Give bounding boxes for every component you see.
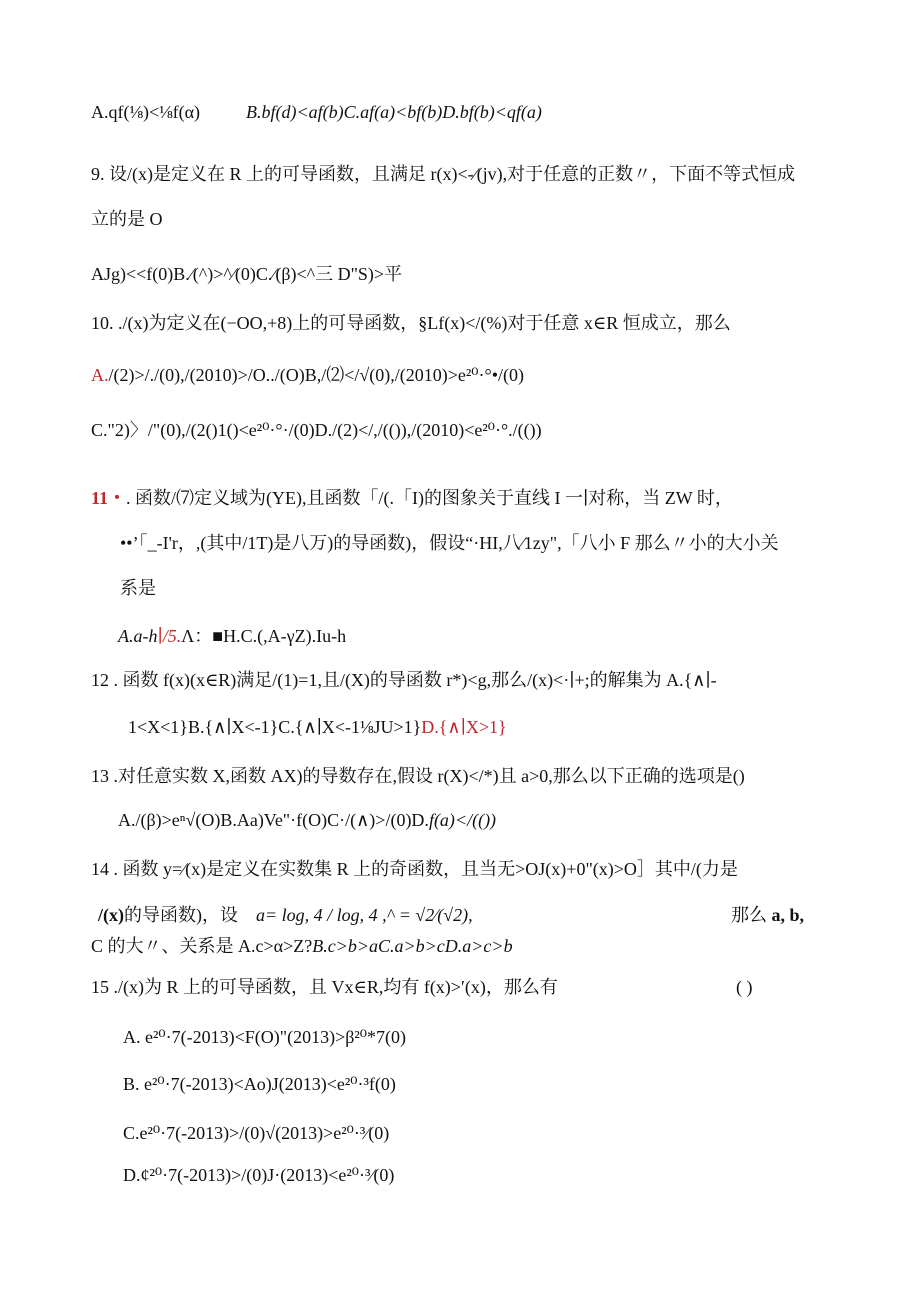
q13-option-d: f(a)</(()): [428, 810, 497, 830]
q14-fx: /(x): [98, 905, 124, 925]
q14-options-bcd: B.c>b>aC.a>b>cD.a>c>b: [312, 936, 513, 956]
q9-options: AJg)<<f(0)B.∕(^)>^∕(0)C.∕(β)<^三 D"S)>平: [91, 264, 403, 284]
q11-number: 11・: [91, 488, 127, 508]
q8-option-bcd: B.bf(d)<af(b)C.af(a)<bf(b)D.bf(b)<qf(a): [246, 102, 542, 122]
q8-options-ab: [91, 100, 542, 124]
q15-option-d: D.¢²⁰·7(-2013)>/(0)J·(2013)<e²⁰·³∕(0): [123, 1165, 395, 1185]
q14-derivative-text: 的导函数)，设: [124, 905, 238, 925]
q12-answer-d: D.{∧∣X>1}: [421, 717, 507, 737]
q11-stem-line3: 系是: [120, 578, 156, 598]
q11-answer-mark: ∣/5.: [157, 626, 182, 646]
q14-definitions: a= log, 4 / log, 4 ,^ = √2∕(√2),: [256, 905, 473, 925]
q11-options: [118, 624, 346, 648]
q15-answer-paren: ( ): [736, 977, 753, 997]
q15-option-a: A. e²⁰·7(-2013)<F(O)"(2013)>β²⁰*7(0): [123, 1027, 406, 1047]
q11-options-b: Λ：■H.C.(,A-γZ).Iu-h: [181, 626, 347, 646]
q13-options-abc: A./(β)>eⁿ√(O)B.Aa)Ve"·f(O)C·/(∧)>/(0)D.: [118, 810, 429, 830]
q11-options-a: A.a-h: [118, 626, 158, 646]
q13-options: [118, 808, 496, 832]
q15-option-c: C.e²⁰·7(-2013)>/(0)√(2013)>e²⁰·³∕(0): [123, 1123, 390, 1143]
q10-options-ab-text: /(2)>/./(0),/(2010)>/O../(O)B,/⑵</√(0),/(2010)>e²⁰·°•/(0): [108, 365, 525, 385]
q11-stem-line1-text: . 函数/⑺定义域为(YE),且函数「/(.「I)的图象关于直线 I 一∣对称，当 ZW 时，: [126, 488, 733, 508]
q11-stem-line1: [91, 486, 733, 510]
q10-answer-mark: A.: [91, 365, 109, 385]
q15-option-b: B. e²⁰·7(-2013)<Ao)J(2013)<e²⁰·³f(0): [123, 1074, 396, 1094]
q10-options-ab: [91, 363, 524, 387]
q14-vars: a, b,: [771, 905, 805, 925]
q14-stem-line2-right: [731, 903, 804, 927]
q11-stem-line2: ••’「_-I'r，,(其中/1T)是八万)的导函数)，假设“·HI,八∕1zy",「八小 F 那么〃小的大小关: [120, 533, 779, 553]
q14-option-a: C 的大〃、关系是 A.c>α>Z?: [91, 936, 313, 956]
q14-options: [91, 934, 513, 958]
q9-stem-line1: 9. 设/(x)是定义在 R 上的可导函数，且满足 r(x)<-∕(jv),对于任意的正数〃，下面不等式恒成: [91, 164, 796, 184]
q14-stem-line2: [98, 903, 473, 927]
q14-stem-line1: 14 . 函数 y=∕(x)是定义在实数集 R 上的奇函数，且当无>OJ(x)+0"(x)>O］其中/(力是: [91, 859, 738, 879]
q12-options: [128, 715, 507, 739]
q12-stem: 12 . 函数 f(x)(x∈R)满足/(1)=1,且/(X)的导函数 r*)<g,那么/(x)<·∣+;的解集为 A.{∧∣-: [91, 670, 717, 690]
q8-option-a: A.qf(⅛)<⅛f(α): [91, 102, 201, 122]
q15-stem: 15 ./(x)为 R 上的可导函数，且 Vx∈R,均有 f(x)>′(x)，那么有: [91, 977, 558, 997]
q10-options-cd: C."2)〉/"(0),/(2()1()<e²⁰·°·/(0)D./(2)</,/(()),/(2010)<e²⁰·°./(()): [91, 420, 542, 440]
q14-then-text: 那么: [731, 905, 767, 925]
q10-stem: 10. ./(x)为定义在(−OO,+8)上的可导函数，§Lf(x)</(%)对于任意 x∈R 恒成立，那么: [91, 313, 731, 333]
q13-stem: 13 .对任意实数 X,函数 AX)的导数存在,假设 r(X)</*)且 a>0,那么以下正确的选项是(): [91, 766, 745, 786]
q12-options-abc: 1<X<1}B.{∧∣X<-1}C.{∧∣X<-1⅛JU>1}: [128, 717, 422, 737]
q9-stem-line2: 立的是 O: [91, 209, 163, 229]
